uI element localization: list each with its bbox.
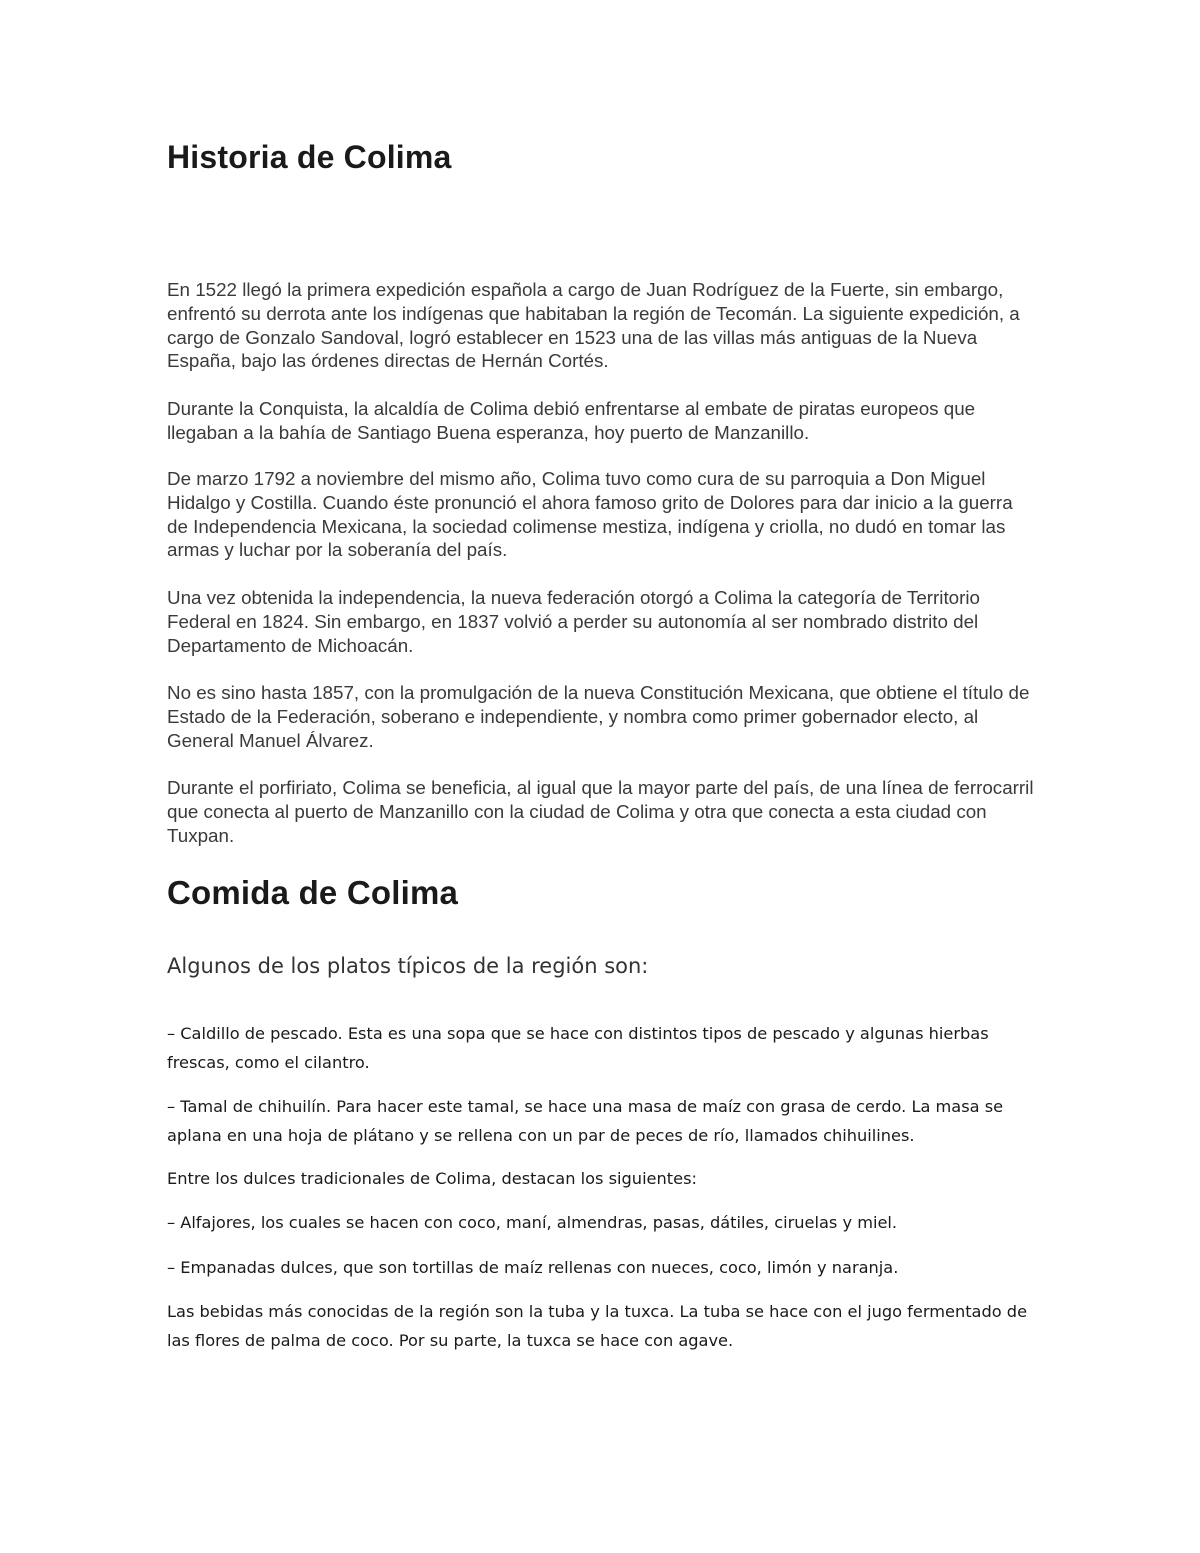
history-paragraph-6: Durante el porfiriato, Colima se beneficia, al igual que la mayor parte del país, de una línea de ferrocarril que conecta al puerto de Manzanillo con la ciudad de Colima y otra que conecta a esta ciudad con Tuxpan.: [167, 777, 1034, 846]
history-paragraph-1: En 1522 llegó la primera expedición española a cargo de Juan Rodríguez de la Fuerte, sin embargo, enfrentó su derrota ante los indígenas que habitaban la región de Tecomán. La siguiente expedición, a cargo de Gonzalo Sandoval, logró establecer en 1523 una de las villas más antiguas de la Nueva España, bajo las órdenes directas de Hernán Cortés.: [167, 279, 1020, 372]
history-paragraph-3: De marzo 1792 a noviembre del mismo año, Colima tuvo como cura de su parroquia a Don Miguel Hidalgo y Costilla. Cuando éste pronunció el ahora famoso grito de Dolores para dar inicio a la guerra de Independencia Mexicana, la sociedad colimense mestiza, indígena y criolla, no dudó en tomar las armas y luchar por la soberanía del país.: [167, 468, 1013, 561]
food-heading: Comida de Colima: [167, 874, 459, 911]
food-paragraph-dulces-intro: Entre los dulces tradicionales de Colima, destacan los siguientes:: [167, 1169, 697, 1188]
food-paragraph-empanadas: – Empanadas dulces, que son tortillas de maíz rellenas con nueces, coco, limón y naranja.: [167, 1258, 899, 1277]
food-paragraph-tamal: – Tamal de chihuilín. Para hacer este tamal, se hace una masa de maíz con grasa de cerdo. La masa se aplana en una hoja de plátano y se rellena con un par de peces de río, llamados chihuilines.: [167, 1097, 1004, 1145]
food-paragraph-caldillo: – Caldillo de pescado. Esta es una sopa que se hace con distintos tipos de pescado y algunas hierbas frescas, como el cilantro.: [167, 1024, 989, 1072]
history-heading: Historia de Colima: [167, 139, 452, 175]
history-paragraph-2: Durante la Conquista, la alcaldía de Colima debió enfrentarse al embate de piratas europeos que llegaban a la bahía de Santiago Buena esperanza, hoy puerto de Manzanillo.: [167, 398, 976, 443]
food-subtitle: Algunos de los platos típicos de la región son:: [167, 954, 649, 978]
food-paragraph-bebidas: Las bebidas más conocidas de la región son la tuba y la tuxca. La tuba se hace con el jugo fermentado de las flores de palma de coco. Por su parte, la tuxca se hace con agave.: [167, 1302, 1028, 1350]
history-paragraph-5: No es sino hasta 1857, con la promulgación de la nueva Constitución Mexicana, que obtiene el título de Estado de la Federación, soberano e independiente, y nombra como primer gobernador electo, al General Manuel Álvarez.: [167, 682, 1030, 751]
history-paragraph-4: Una vez obtenida la independencia, la nueva federación otorgó a Colima la categoría de Territorio Federal en 1824. Sin embargo, en 1837 volvió a perder su autonomía al ser nombrado distrito del Departamento de Michoacán.: [167, 587, 980, 656]
food-paragraph-alfajores: – Alfajores, los cuales se hacen con coco, maní, almendras, pasas, dátiles, ciruelas y miel.: [167, 1213, 898, 1232]
